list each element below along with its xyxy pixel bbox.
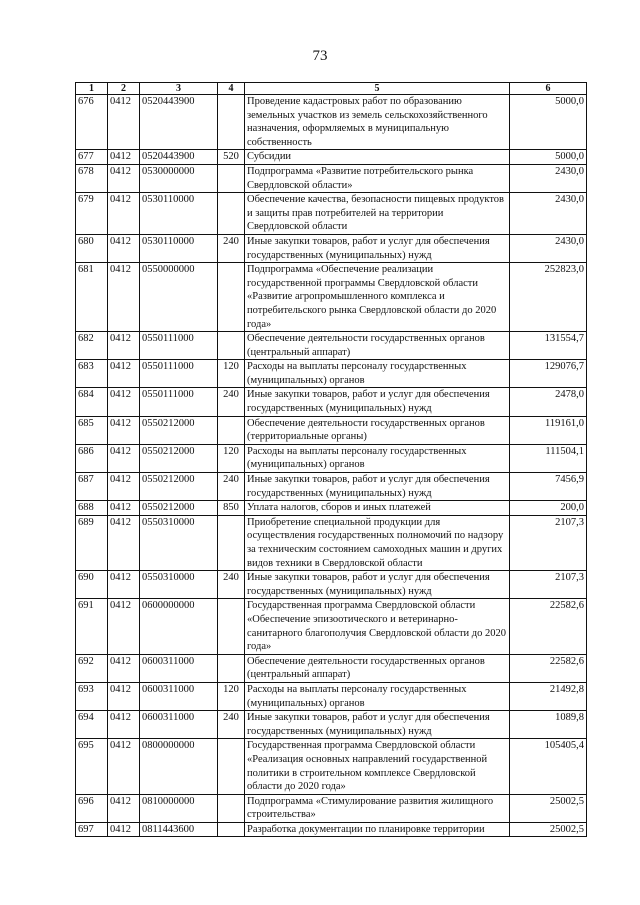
item-name-cell: Иные закупки товаров, работ и услуг для обеспечения государственных (муниципальных) нужд [245,571,510,599]
section-code-cell: 0412 [108,599,140,654]
amount-cell: 22582,6 [510,599,587,654]
page-number: 73 [312,48,328,64]
section-code-cell: 0412 [108,822,140,837]
table-row [76,682,587,710]
section-code-cell: 0412 [108,711,140,739]
header-col-6: 6 [510,83,587,95]
row-number-cell: 683 [76,360,108,388]
target-code-cell: 0550212000 [140,444,218,472]
item-name-cell: Приобретение специальной продукции для осуществления государственных полномочий по надзору за техническим состоянием самоходных машин и других видов техники в Свердловской области [245,515,510,570]
expense-type-cell: 120 [218,360,245,388]
table-row [76,388,587,416]
target-code-cell: 0550310000 [140,571,218,599]
row-number-cell: 690 [76,571,108,599]
amount-cell: 200,0 [510,501,587,516]
target-code-cell: 0600311000 [140,711,218,739]
section-code-cell: 0412 [108,360,140,388]
target-code-cell: 0530110000 [140,234,218,262]
expense-type-cell: 520 [218,150,245,165]
table-body [76,95,587,837]
section-code-cell: 0412 [108,263,140,332]
expense-type-cell [218,515,245,570]
table-row [76,501,587,516]
item-name-cell: Иные закупки товаров, работ и услуг для обеспечения государственных (муниципальных) нужд [245,711,510,739]
header-col-2: 2 [108,83,140,95]
target-code-cell: 0811443600 [140,822,218,837]
item-name-cell: Расходы на выплаты персоналу государственных (муниципальных) органов [245,682,510,710]
amount-cell: 25002,5 [510,822,587,837]
expense-type-cell: 120 [218,682,245,710]
section-code-cell: 0412 [108,95,140,150]
amount-cell: 7456,9 [510,473,587,501]
item-name-cell: Иные закупки товаров, работ и услуг для обеспечения государственных (муниципальных) нужд [245,388,510,416]
amount-cell: 22582,6 [510,654,587,682]
item-name-cell: Государственная программа Свердловской области «Обеспечение эпизоотического и ветеринарно-санитарного благополучия Свердловской области до 2020 года» [245,599,510,654]
expense-type-cell: 240 [218,473,245,501]
amount-cell: 111504,1 [510,444,587,472]
table-row [76,599,587,654]
amount-cell: 105405,4 [510,739,587,794]
row-number-cell: 687 [76,473,108,501]
item-name-cell: Подпрограмма «Обеспечение реализации государственной программы Свердловской области «Развитие агропромышленного комплекса и потребительского рынка Свердловской области до 2020 года» [245,263,510,332]
target-code-cell: 0800000000 [140,739,218,794]
amount-cell: 131554,7 [510,332,587,360]
row-number-cell: 684 [76,388,108,416]
item-name-cell: Проведение кадастровых работ по образованию земельных участков из земель сельскохозяйственного назначения, оформляемых в муниципальную собственность [245,95,510,150]
section-code-cell: 0412 [108,515,140,570]
table-header-row [76,83,587,95]
row-number-cell: 681 [76,263,108,332]
table-row [76,571,587,599]
expense-type-cell [218,332,245,360]
table-row [76,822,587,837]
target-code-cell: 0530110000 [140,193,218,235]
expense-type-cell [218,193,245,235]
item-name-cell: Обеспечение деятельности государственных органов (центральный аппарат) [245,654,510,682]
expense-type-cell [218,416,245,444]
amount-cell: 2430,0 [510,234,587,262]
amount-cell: 2107,3 [510,571,587,599]
row-number-cell: 695 [76,739,108,794]
row-number-cell: 689 [76,515,108,570]
section-code-cell: 0412 [108,150,140,165]
expense-type-cell [218,822,245,837]
expense-type-cell [218,654,245,682]
amount-cell: 129076,7 [510,360,587,388]
expense-type-cell: 240 [218,711,245,739]
row-number-cell: 691 [76,599,108,654]
table-row [76,234,587,262]
section-code-cell: 0412 [108,571,140,599]
item-name-cell: Расходы на выплаты персоналу государственных (муниципальных) органов [245,444,510,472]
item-name-cell: Государственная программа Свердловской области «Реализация основных направлений государственной политики в строительном комплексе Свердловской области до 2020 года» [245,739,510,794]
section-code-cell: 0412 [108,739,140,794]
target-code-cell: 0600311000 [140,654,218,682]
section-code-cell: 0412 [108,234,140,262]
row-number-cell: 676 [76,95,108,150]
section-code-cell: 0412 [108,416,140,444]
item-name-cell: Обеспечение деятельности государственных органов (центральный аппарат) [245,332,510,360]
amount-cell: 2107,3 [510,515,587,570]
target-code-cell: 0550111000 [140,388,218,416]
table-row [76,473,587,501]
row-number-cell: 680 [76,234,108,262]
row-number-cell: 678 [76,164,108,192]
target-code-cell: 0550212000 [140,416,218,444]
target-code-cell: 0550212000 [140,501,218,516]
header-col-3: 3 [140,83,218,95]
expense-type-cell [218,95,245,150]
table-row [76,263,587,332]
target-code-cell: 0550310000 [140,515,218,570]
expense-type-cell [218,739,245,794]
table-row [76,416,587,444]
expense-type-cell: 240 [218,234,245,262]
expense-type-cell: 240 [218,388,245,416]
target-code-cell: 0550111000 [140,332,218,360]
table-row [76,332,587,360]
item-name-cell: Субсидии [245,150,510,165]
item-name-cell: Расходы на выплаты персоналу государственных (муниципальных) органов [245,360,510,388]
table-row [76,739,587,794]
target-code-cell: 0550111000 [140,360,218,388]
row-number-cell: 679 [76,193,108,235]
section-code-cell: 0412 [108,388,140,416]
expense-type-cell [218,263,245,332]
table-row [76,150,587,165]
table-row [76,95,587,150]
item-name-cell: Подпрограмма «Развитие потребительского рынка Свердловской области» [245,164,510,192]
amount-cell: 21492,8 [510,682,587,710]
item-name-cell: Обеспечение деятельности государственных органов (территориальные органы) [245,416,510,444]
item-name-cell: Иные закупки товаров, работ и услуг для обеспечения государственных (муниципальных) нужд [245,234,510,262]
amount-cell: 1089,8 [510,711,587,739]
target-code-cell: 0530000000 [140,164,218,192]
expense-type-cell: 240 [218,571,245,599]
table-row [76,360,587,388]
item-name-cell: Разработка документации по планировке территории [245,822,510,837]
section-code-cell: 0412 [108,682,140,710]
target-code-cell: 0600311000 [140,682,218,710]
row-number-cell: 682 [76,332,108,360]
row-number-cell: 693 [76,682,108,710]
budget-table [75,82,587,837]
row-number-cell: 688 [76,501,108,516]
amount-cell: 252823,0 [510,263,587,332]
target-code-cell: 0810000000 [140,794,218,822]
target-code-cell: 0520443900 [140,95,218,150]
section-code-cell: 0412 [108,654,140,682]
amount-cell: 2478,0 [510,388,587,416]
target-code-cell: 0550212000 [140,473,218,501]
table-row [76,193,587,235]
row-number-cell: 686 [76,444,108,472]
amount-cell: 5000,0 [510,150,587,165]
section-code-cell: 0412 [108,473,140,501]
target-code-cell: 0520443900 [140,150,218,165]
section-code-cell: 0412 [108,794,140,822]
table-row [76,794,587,822]
amount-cell: 5000,0 [510,95,587,150]
row-number-cell: 694 [76,711,108,739]
table-row [76,444,587,472]
expense-type-cell [218,794,245,822]
row-number-cell: 677 [76,150,108,165]
item-name-cell: Уплата налогов, сборов и иных платежей [245,501,510,516]
amount-cell: 2430,0 [510,193,587,235]
amount-cell: 25002,5 [510,794,587,822]
target-code-cell: 0600000000 [140,599,218,654]
section-code-cell: 0412 [108,193,140,235]
table-row [76,515,587,570]
table-row [76,164,587,192]
header-col-4: 4 [218,83,245,95]
item-name-cell: Обеспечение качества, безопасности пищевых продуктов и защиты прав потребителей на территории Свердловской области [245,193,510,235]
section-code-cell: 0412 [108,444,140,472]
section-code-cell: 0412 [108,332,140,360]
section-code-cell: 0412 [108,164,140,192]
expense-type-cell: 120 [218,444,245,472]
row-number-cell: 696 [76,794,108,822]
item-name-cell: Подпрограмма «Стимулирование развития жилищного строительства» [245,794,510,822]
expense-type-cell [218,599,245,654]
header-col-5: 5 [245,83,510,95]
table-row [76,711,587,739]
amount-cell: 119161,0 [510,416,587,444]
target-code-cell: 0550000000 [140,263,218,332]
expense-type-cell [218,164,245,192]
section-code-cell: 0412 [108,501,140,516]
row-number-cell: 692 [76,654,108,682]
expense-type-cell: 850 [218,501,245,516]
header-col-1: 1 [76,83,108,95]
amount-cell: 2430,0 [510,164,587,192]
row-number-cell: 697 [76,822,108,837]
table-row [76,654,587,682]
item-name-cell: Иные закупки товаров, работ и услуг для обеспечения государственных (муниципальных) нужд [245,473,510,501]
row-number-cell: 685 [76,416,108,444]
